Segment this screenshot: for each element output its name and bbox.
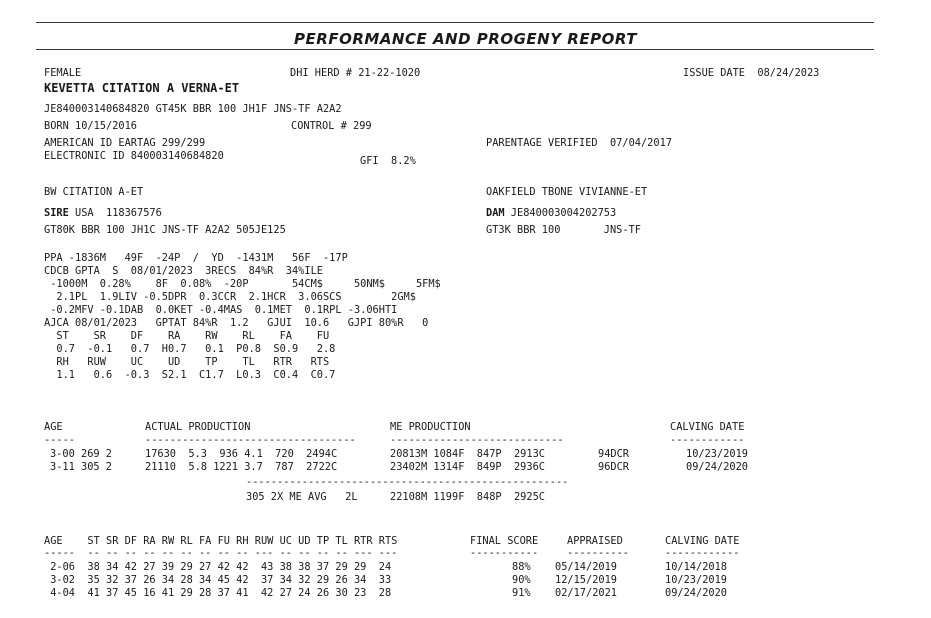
actual-production-dashes: ----------------------------------	[145, 434, 356, 446]
dam-label: DAM	[486, 207, 505, 219]
appraisal-date: 05/14/2019	[555, 561, 617, 573]
birth-date: BORN 10/15/2016	[44, 120, 137, 132]
issue-date: ISSUE DATE 08/24/2023	[683, 67, 820, 79]
title-rule	[36, 49, 874, 50]
appraisal-traits: 4-04 41 37 45 16 41 29 28 37 41 42 27 24 26 30 23 28	[44, 587, 392, 599]
me-production-header: ME PRODUCTION	[390, 421, 471, 433]
actual-production-header: ACTUAL PRODUCTION	[145, 421, 251, 433]
appraisal-traits: 3-02 35 32 37 26 34 28 34 45 42 37 34 32 29 26 34 33	[44, 574, 392, 586]
type-traits-values-2: 1.1 0.6 -0.3 S2.1 C1.7 L0.3 C0.4 C0.7	[44, 369, 336, 381]
type-traits-header-1: ST SR DF RA RW RL FA FU	[44, 330, 330, 342]
sire-line	[44, 207, 162, 219]
gfi-value: GFI 8.2%	[360, 155, 416, 167]
record-dcr: 96DCR	[598, 461, 629, 473]
appraisal-calving: 09/24/2020	[665, 587, 727, 599]
record-age: 3-11 305 2	[50, 461, 112, 473]
record-me: 20813M 1084F 847P 2913C	[390, 448, 545, 460]
sex-label: FEMALE	[44, 67, 82, 79]
appraisal-record	[0, 587, 931, 599]
report-title: PERFORMANCE AND PROGENY REPORT	[294, 30, 637, 48]
dam-line	[486, 207, 616, 219]
appraisal-score: 88%	[512, 561, 531, 573]
final-score-dashes: -----------	[470, 547, 539, 559]
record-actual: 17630 5.3 936 4.1 720 2494C	[145, 448, 338, 460]
gpta-line-2: 2.1PL 1.9LIV -0.5DPR 0.3CCR 2.1HCR 3.06SCS 2GM$	[44, 291, 416, 303]
cdcb-line: CDCB GPTA S 08/01/2023 3RECS 84%R 34%ILE	[44, 265, 323, 277]
appraisal-date: 02/17/2021	[555, 587, 617, 599]
top-rule	[36, 22, 874, 23]
appraisal-date: 12/15/2019	[555, 574, 617, 586]
dam-codes: GT3K BBR 100 JNS-TF	[486, 224, 641, 236]
appraisal-calving: 10/14/2018	[665, 561, 727, 573]
record-dcr: 94DCR	[598, 448, 629, 460]
record-age: 3-00 269 2	[50, 448, 112, 460]
me-production-dashes: ----------------------------	[390, 434, 564, 446]
appraisal-traits: 2-06 38 34 42 27 39 29 27 42 42 43 38 38 37 29 29 24	[44, 561, 392, 573]
average-dashes: ----------------------------------------------------	[246, 476, 569, 488]
production-age-dashes: -----	[44, 434, 75, 446]
herd-number: DHI HERD # 21-22-1020	[290, 67, 421, 79]
appraisal-score: 90%	[512, 574, 531, 586]
record-me: 23402M 1314F 849P 2936C	[390, 461, 545, 473]
sire-label: SIRE	[44, 207, 69, 219]
sire-name: BW CITATION A-ET	[44, 186, 144, 198]
production-calving-dashes: ------------	[670, 434, 745, 446]
record-actual: 21110 5.8 1221 3.7 787 2722C	[145, 461, 338, 473]
record-calving: 09/24/2020	[686, 461, 748, 473]
gpta-line-1: -1000M 0.28% 8F 0.08% -20P 54CM$ 50NM$ 5FM$	[44, 278, 441, 290]
ajca-line: AJCA 08/01/2023 GPTAT 84%R 1.2 GJUI 10.6 GJPI 80%R 0	[44, 317, 429, 329]
american-id: AMERICAN ID EARTAG 299/299	[44, 137, 206, 149]
record-calving: 10/23/2019	[686, 448, 748, 460]
appraisal-score: 91%	[512, 587, 531, 599]
appraised-header: APPRAISED	[567, 535, 623, 547]
sire-codes: GT80K BBR 100 JH1C JNS-TF A2A2 505JE125	[44, 224, 286, 236]
sire-id: USA 118367576	[68, 207, 162, 219]
gpta-line-3: -0.2MFV -0.1DAB 0.0KET -0.4MAS 0.1MET 0.1RPL -3.06HTI	[44, 304, 398, 316]
appraised-dashes: ----------	[567, 547, 629, 559]
type-traits-values-1: 0.7 -0.1 0.7 H0.7 0.1 P0.8 S0.9 2.8	[44, 343, 336, 355]
electronic-id: ELECTRONIC ID 840003140684820	[44, 150, 224, 162]
appraisal-traits-dashes: ----- -- -- -- -- -- -- -- -- -- --- -- -- -- -- --- ---	[44, 547, 398, 559]
control-number: CONTROL # 299	[291, 120, 372, 132]
production-record	[0, 461, 931, 473]
production-age-header: AGE	[44, 421, 63, 433]
final-score-header: FINAL SCORE	[470, 535, 539, 547]
average-values: 22108M 1199F 848P 2925C	[390, 491, 545, 503]
production-calving-header: CALVING DATE	[670, 421, 745, 433]
average-label: 305 2X ME AVG 2L	[246, 491, 358, 503]
type-traits-header-2: RH RUW UC UD TP TL RTR RTS	[44, 356, 330, 368]
appraisal-traits-header: AGE ST SR DF RA RW RL FA FU RH RUW UC UD TP TL RTR RTS	[44, 535, 398, 547]
dam-id: JE840003004202753	[504, 207, 617, 219]
appraisal-calving-dashes: ------------	[665, 547, 740, 559]
appraisal-calving: 10/23/2019	[665, 574, 727, 586]
parentage-verified: PARENTAGE VERIFIED 07/04/2017	[486, 137, 672, 149]
animal-name: KEVETTA CITATION A VERNA-ET	[44, 81, 240, 95]
appraisal-record	[0, 561, 931, 573]
production-record	[0, 448, 931, 460]
registration-codes: JE840003140684820 GT45K BBR 100 JH1F JNS-TF A2A2	[44, 103, 342, 115]
appraisal-calving-header: CALVING DATE	[665, 535, 740, 547]
ppa-line: PPA -1836M 49F -24P / YD -1431M 56F -17P	[44, 252, 348, 264]
appraisal-record	[0, 574, 931, 586]
dam-name: OAKFIELD TBONE VIVIANNE-ET	[486, 186, 648, 198]
me-average-row	[0, 491, 931, 503]
